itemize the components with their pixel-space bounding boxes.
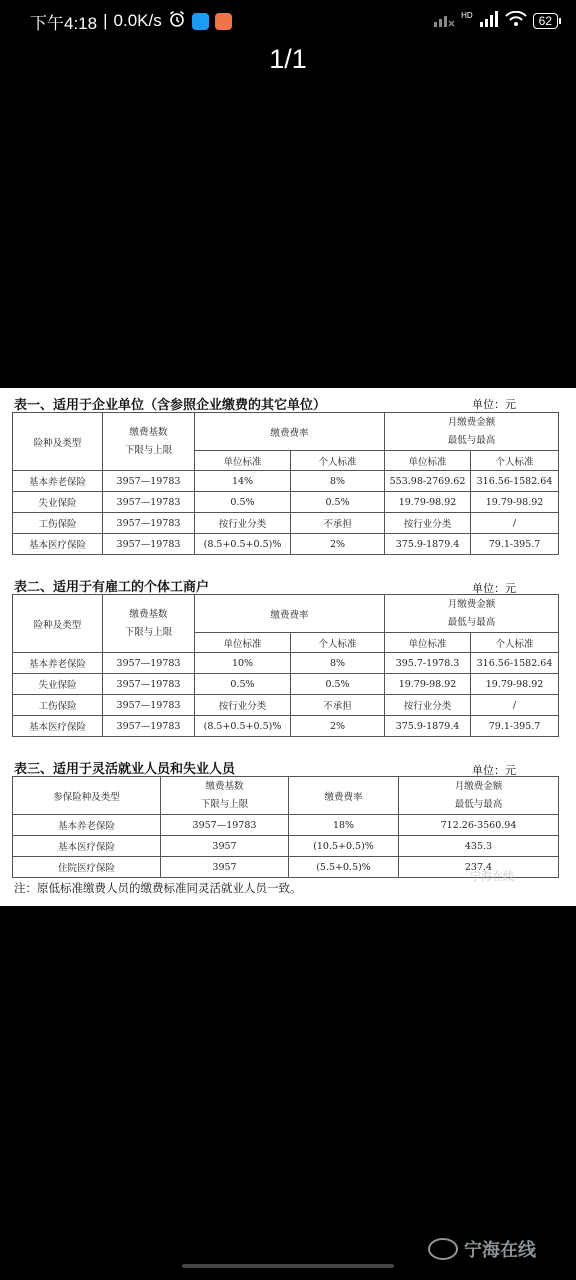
table-cell: 316.56-1582.64 (471, 653, 559, 674)
home-indicator[interactable] (182, 1264, 394, 1268)
t3-header-base (161, 777, 289, 815)
table-cell: 3957—19783 (103, 471, 195, 492)
table-cell: 失业保险 (13, 492, 103, 513)
t2-header-rate: 缴费费率 (195, 595, 385, 633)
table-row (13, 534, 559, 555)
table-cell: 19.79-98.92 (385, 492, 471, 513)
table1 (12, 412, 559, 555)
t1-header-rate: 缴费费率 (195, 413, 385, 451)
t3-header-amount (399, 777, 559, 815)
t2-header-unit-std: 单位标准 (195, 633, 291, 653)
table-cell: / (471, 695, 559, 716)
t2-header-amount-sub: 最低与最高 (447, 616, 496, 628)
t3-header-amount-sub: 最低与最高 (454, 798, 503, 810)
table-cell: 住院医疗保险 (13, 857, 161, 878)
table-cell: 3957—19783 (103, 674, 195, 695)
table-cell: 79.1-395.7 (471, 534, 559, 555)
table-cell: 3957 (161, 857, 289, 878)
status-left (30, 9, 232, 34)
table-cell: 0.5% (291, 674, 385, 695)
table-cell: 0.5% (195, 492, 291, 513)
table-cell: 3957 (161, 836, 289, 857)
t2-header-amount-label: 月缴费金额 (447, 598, 496, 610)
table-cell: 19.79-98.92 (471, 674, 559, 695)
app-notification-icon-2 (215, 13, 232, 30)
document-image[interactable] (0, 388, 576, 906)
table-cell: 按行业分类 (195, 513, 291, 534)
table-cell: (5.5+0.5)% (289, 857, 399, 878)
t3-header-rate: 缴费费率 (289, 777, 399, 815)
table-row (13, 653, 559, 674)
hd-label: HD (461, 10, 473, 20)
table-cell: 基本医疗保险 (13, 836, 161, 857)
table1-unit: 单位：元 (472, 398, 516, 411)
document-note: 注：原低标准缴费人员的缴费标准同灵活就业人员一致。 (14, 881, 302, 895)
t1-header-unit-std: 单位标准 (195, 451, 291, 471)
table-cell: 3957—19783 (161, 815, 289, 836)
table-cell: 基本养老保险 (13, 471, 103, 492)
table-cell: 18% (289, 815, 399, 836)
table3-title: 表三、适用于灵活就业人员和失业人员 (14, 762, 236, 777)
table-cell: 不承担 (291, 513, 385, 534)
table-cell: 3957—19783 (103, 492, 195, 513)
watermark-text: 宁海在线 (464, 1240, 536, 1261)
table-cell: 8% (291, 653, 385, 674)
table-row (13, 492, 559, 513)
table-cell: 2% (291, 534, 385, 555)
table-cell: 基本医疗保险 (13, 716, 103, 737)
t1-header-type: 险种及类型 (13, 413, 103, 471)
table-cell: 按行业分类 (385, 695, 471, 716)
t2-header-base-label: 缴费基数 (129, 608, 168, 620)
watermark-logo-icon (428, 1238, 458, 1260)
wifi-icon (505, 11, 527, 31)
t1-header-base (103, 413, 195, 471)
table-cell: 工伤保险 (13, 695, 103, 716)
t2-header-type: 险种及类型 (13, 595, 103, 653)
table-cell: 按行业分类 (195, 695, 291, 716)
status-right (433, 11, 558, 31)
table-cell: 14% (195, 471, 291, 492)
sim-signal-icon (433, 12, 455, 31)
table-cell: 237.4 (399, 857, 559, 878)
t1-header-amount (385, 413, 559, 451)
table-cell: 10% (195, 653, 291, 674)
table-cell: 3957—19783 (103, 653, 195, 674)
page-counter: 1/1 (269, 44, 307, 74)
table3 (12, 776, 559, 878)
battery-indicator: 62 (533, 13, 558, 29)
table-cell: 2% (291, 716, 385, 737)
t1-header-person-std2: 个人标准 (471, 451, 559, 471)
table-cell: 375.9-1879.4 (385, 534, 471, 555)
table-cell: 375.9-1879.4 (385, 716, 471, 737)
table2-unit: 单位：元 (472, 582, 516, 595)
table-cell: 3957—19783 (103, 695, 195, 716)
table-cell: 3957—19783 (103, 534, 195, 555)
table-row (13, 513, 559, 534)
cell-signal-icon (479, 11, 499, 31)
table-cell: (10.5+0.5)% (289, 836, 399, 857)
table-row (13, 695, 559, 716)
table-cell: 553.98-2769.62 (385, 471, 471, 492)
table-cell: 8% (291, 471, 385, 492)
table2-title: 表二、适用于有雇工的个体工商户 (14, 580, 210, 595)
table-cell: 3957—19783 (103, 716, 195, 737)
table-cell: 按行业分类 (385, 513, 471, 534)
table-cell: 435.3 (399, 836, 559, 857)
table-cell: 工伤保险 (13, 513, 103, 534)
t2-header-base (103, 595, 195, 653)
site-watermark (428, 1236, 536, 1262)
table-cell: / (471, 513, 559, 534)
table-row (13, 836, 559, 857)
t2-header-person-std: 个人标准 (291, 633, 385, 653)
table3-unit: 单位：元 (472, 764, 516, 777)
t1-header-base-sub: 下限与上限 (124, 444, 173, 456)
clock: 下午4:18 (30, 13, 98, 33)
table-row (13, 471, 559, 492)
table-cell: 316.56-1582.64 (471, 471, 559, 492)
t2-header-base-sub: 下限与上限 (124, 626, 173, 638)
document-watermark: 宁海在线 (470, 870, 514, 883)
table-row (13, 815, 559, 836)
table-cell: 0.5% (291, 492, 385, 513)
table-row (13, 716, 559, 737)
table-cell: 失业保险 (13, 674, 103, 695)
t3-header-amount-label: 月缴费金额 (454, 780, 503, 792)
app-notification-icon (192, 13, 209, 30)
table-cell: 19.79-98.92 (385, 674, 471, 695)
table-cell: 0.5% (195, 674, 291, 695)
table-cell: 19.79-98.92 (471, 492, 559, 513)
table-cell: (8.5+0.5+0.5)% (195, 534, 291, 555)
t3-header-base-label: 缴费基数 (205, 780, 244, 792)
table-cell: 基本医疗保险 (13, 534, 103, 555)
table-row (13, 674, 559, 695)
table-cell: 712.26-3560.94 (399, 815, 559, 836)
separator: | (103, 11, 108, 30)
t2-header-unit-std2: 单位标准 (385, 633, 471, 653)
table2 (12, 594, 559, 737)
table-cell: 79.1-395.7 (471, 716, 559, 737)
t3-header-base-sub: 下限与上限 (200, 798, 249, 810)
table-cell: (8.5+0.5+0.5)% (195, 716, 291, 737)
table-cell: 基本养老保险 (13, 815, 161, 836)
t1-header-amount-label: 月缴费金额 (447, 416, 496, 428)
table-cell: 395.7-1978.3 (385, 653, 471, 674)
status-bar (0, 0, 576, 42)
table-cell: 3957—19783 (103, 513, 195, 534)
table-cell: 不承担 (291, 695, 385, 716)
t1-header-base-label: 缴费基数 (129, 426, 168, 438)
network-speed: 0.0K/s (113, 11, 162, 30)
t1-header-unit-std2: 单位标准 (385, 451, 471, 471)
t2-header-person-std2: 个人标准 (471, 633, 559, 653)
t2-header-amount (385, 595, 559, 633)
table1-title: 表一、适用于企业单位（含参照企业缴费的其它单位） (14, 398, 327, 413)
t1-header-person-std: 个人标准 (291, 451, 385, 471)
alarm-icon (168, 10, 186, 32)
table-cell: 基本养老保险 (13, 653, 103, 674)
t1-header-amount-sub: 最低与最高 (447, 434, 496, 446)
t3-header-type: 参保险种及类型 (13, 777, 161, 815)
